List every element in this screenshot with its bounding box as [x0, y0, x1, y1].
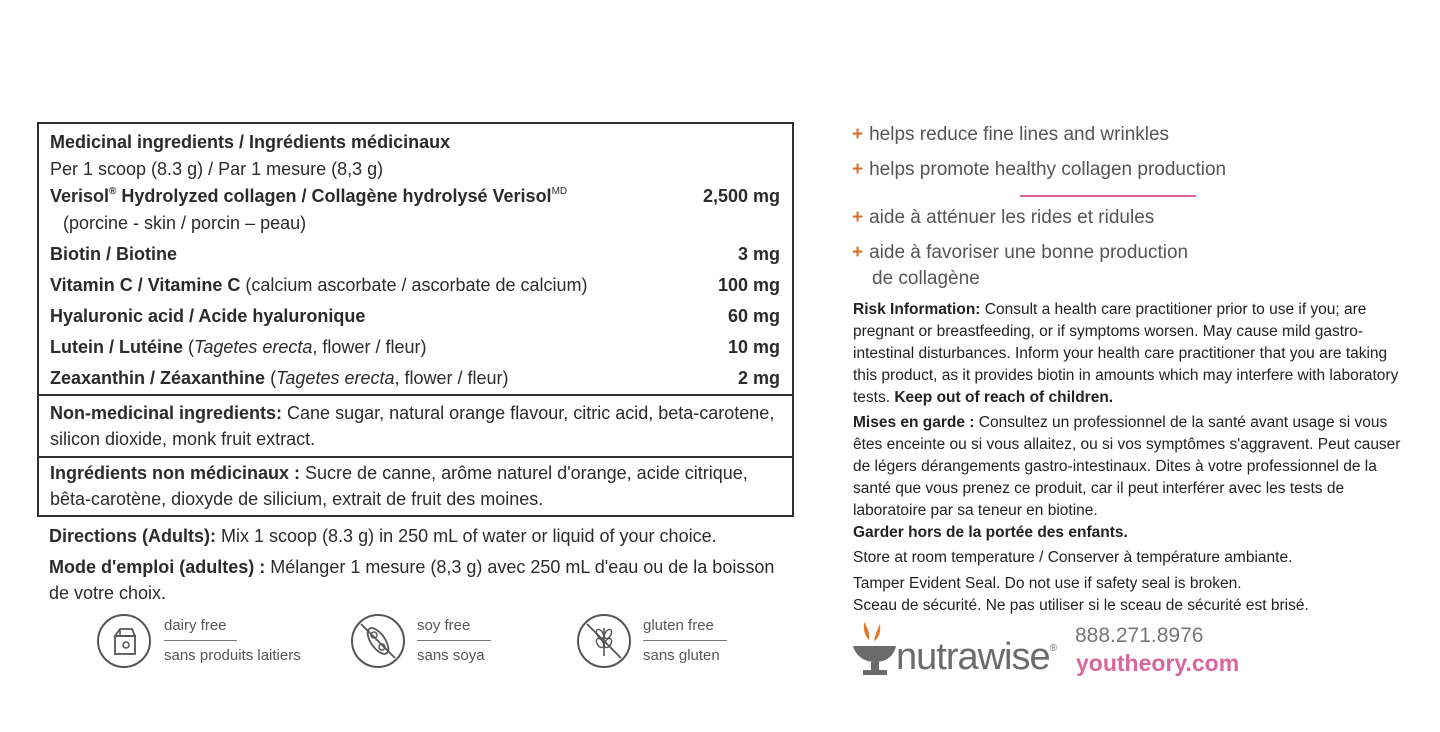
- verisol-name: Verisol® Hydrolyzed collagen / Collagène hydrolysé Verisol$^{MD}$: [50, 186, 568, 206]
- benefit-item: de collagène: [872, 268, 980, 289]
- risk-information-en: Risk Information: Consult a health care practitioner prior to use if you; are pregnant or breastfeeding, or if symptoms worsen. May cause mild gastro-intestinal disturbances. Inform your health care practitioner that you are taking this product, as it provides biotin in amounts which may interfere with laboratory tests. Keep out of reach of children.: [853, 301, 1399, 406]
- milk-carton-icon: [97, 614, 151, 668]
- table-divider: [39, 394, 792, 396]
- soy-free-badge: soy free sans soya: [351, 612, 501, 674]
- non-medicinal-fr: Ingrédients non médicinaux : Sucre de canne, arôme naturel d'orange, acide citrique, bêta-carotène, dioxyde de silicium, extrait de fruit des moines.: [50, 463, 748, 509]
- storage-text: Store at room temperature / Conserver à température ambiante.: [853, 549, 1293, 566]
- benefit-item: + helps reduce fine lines and wrinkles: [852, 124, 1170, 145]
- soybean-icon: [351, 614, 405, 668]
- ingredient-table: Medicinal ingredients / Ingrédients médicinaux Per 1 scoop (8.3 g) / Par 1 mesure (8,3 g) Verisol® Hydrolyzed collagen / Collagène hydrolysé Verisol$^{MD}$ 2,500 mg (porcine - skin / porcin – peau) Biotin / Biotine 3 mg Vitamin C / Vitamine C (calcium ascorbate / ascorbate de calcium) 100 mg Hyaluronic acid / Acide hyaluronique 60 mg Lutein / Lutéine (Tagetes erecta, flower / fleur) 10 mg Zeaxanthin / Zéaxanthine (Tagetes erecta, flower / fleur) 2 mg Non-medicinal ingredients: Cane sugar, natural orange flavour, citric acid, beta-carotene, silicon dioxide, monk fruit extract. Ingrédients non médicinaux : Sucre de canne, arôme naturel d'orange, acide citrique, bêta-carotène, dioxyde de silicium, extrait de fruit des moines.: [37, 122, 794, 517]
- benefit-item: + helps promote healthy collagen production: [852, 159, 1227, 180]
- nutrawise-logo: nutrawise®: [850, 620, 1075, 682]
- risk-information-fr: Mises en garde : Consultez un professionnel de la santé avant usage si vous êtes enceinte ou si vous allaitez, ou si vos symptômes s'aggravent. Peut causer de légers dérangements gastro-intestinaux. Dites à votre professionnel de la santé que vous prenez ce produit, car il peut interférer avec les tests de laboratoire par sa teneur en biotine.: [853, 414, 1401, 519]
- benefit-item: + aide à atténuer les rides et ridules: [852, 207, 1155, 228]
- non-medicinal-en: Non-medicinal ingredients: Cane sugar, natural orange flavour, citric acid, beta-carotene, silicon dioxide, monk fruit extract.: [50, 403, 775, 449]
- website-link[interactable]: youtheory.com: [1076, 650, 1240, 676]
- gluten-free-badge: gluten free sans gluten: [577, 612, 737, 674]
- seal-text-fr: Sceau de sécurité. Ne pas utiliser si le sceau de sécurité est brisé.: [853, 597, 1309, 614]
- verisol-amount: 2,500 mg: [702, 186, 780, 206]
- nutrawise-bowl-icon: [850, 620, 900, 682]
- benefit-item: + aide à favoriser une bonne production: [852, 242, 1189, 263]
- dairy-free-badge: dairy free sans produits laitiers: [97, 612, 327, 674]
- directions-en: Directions (Adults): Mix 1 scoop (8.3 g) in 250 mL of water or liquid of your choice.: [49, 526, 717, 546]
- table-divider: [39, 456, 792, 458]
- pink-divider: [1020, 195, 1196, 197]
- phone-number: 888.271.8976: [1075, 624, 1204, 647]
- directions-fr: Mode d'emploi (adultes) : Mélanger 1 mesure (8,3 g) avec 250 mL d'eau ou de la boisson de votre choix.: [49, 557, 775, 603]
- seal-text-en: Tamper Evident Seal. Do not use if safety seal is broken.: [853, 575, 1242, 592]
- wheat-icon: [577, 614, 631, 668]
- keep-out-of-reach-fr: Garder hors de la portée des enfants.: [853, 524, 1128, 541]
